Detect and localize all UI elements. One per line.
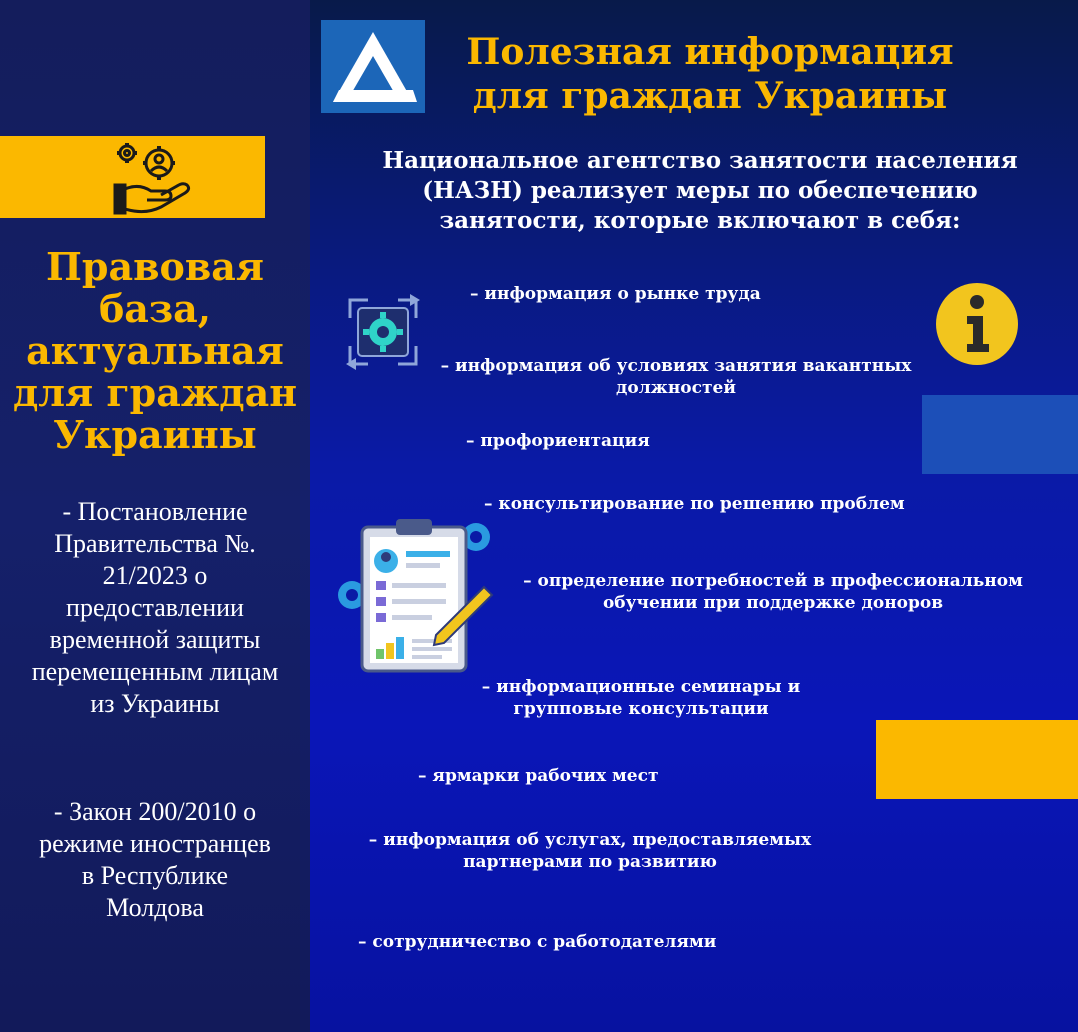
- clipboard-report-icon: [336, 515, 496, 675]
- sidebar: [0, 0, 310, 1032]
- logo: [321, 20, 425, 113]
- sidebar-title-line: для граждан: [12, 370, 298, 415]
- list-item: – информационные семинары и групповые консультации: [481, 677, 801, 719]
- list-item: – информация об условиях занятия вакантных должностей: [440, 356, 912, 398]
- gear-cycle-icon: [340, 290, 426, 374]
- intro-text: Национальное агентство занятости населения (НАЗН) реализует меры по обеспечению занятости, которые включают в себя:: [382, 147, 1018, 234]
- info-icon: [935, 282, 1019, 366]
- sidebar-title-line: актуальная: [26, 328, 284, 373]
- list-item: – определение потребностей в профессиональном обучении при поддержке доноров: [523, 571, 1023, 613]
- decor-blue-block: [922, 395, 1078, 474]
- sidebar-title-line: Правовая: [46, 244, 264, 289]
- list-item: – информация о рынке труда: [470, 284, 761, 304]
- page-title: Полезная информация для граждан Украины: [466, 31, 954, 117]
- sidebar-title: [10, 246, 300, 456]
- logo-icon: [321, 20, 425, 113]
- list-item: – профориентация: [466, 431, 650, 451]
- list-item: – информация об услугах, предоставляемых партнерами по развитию: [368, 830, 812, 872]
- list-item: – консультирование по решению проблем: [484, 494, 905, 514]
- sidebar-banner: [0, 136, 265, 218]
- sidebar-title-line: Украины: [53, 412, 257, 457]
- gears-hand-icon: [105, 139, 197, 217]
- list-item: – сотрудничество с работодателями: [358, 932, 717, 952]
- law-resolution-text: - Постановление Правительства №. 21/2023 о предоставлении временной защиты перемещенным лицам из Украины: [31, 497, 279, 718]
- decor-yellow-block: [876, 720, 1078, 799]
- sidebar-title-line: база,: [98, 286, 212, 331]
- list-item: – ярмарки рабочих мест: [418, 766, 659, 786]
- law-foreigners-text: - Закон 200/2010 о режиме иностранцев в Республике Молдова: [39, 797, 271, 922]
